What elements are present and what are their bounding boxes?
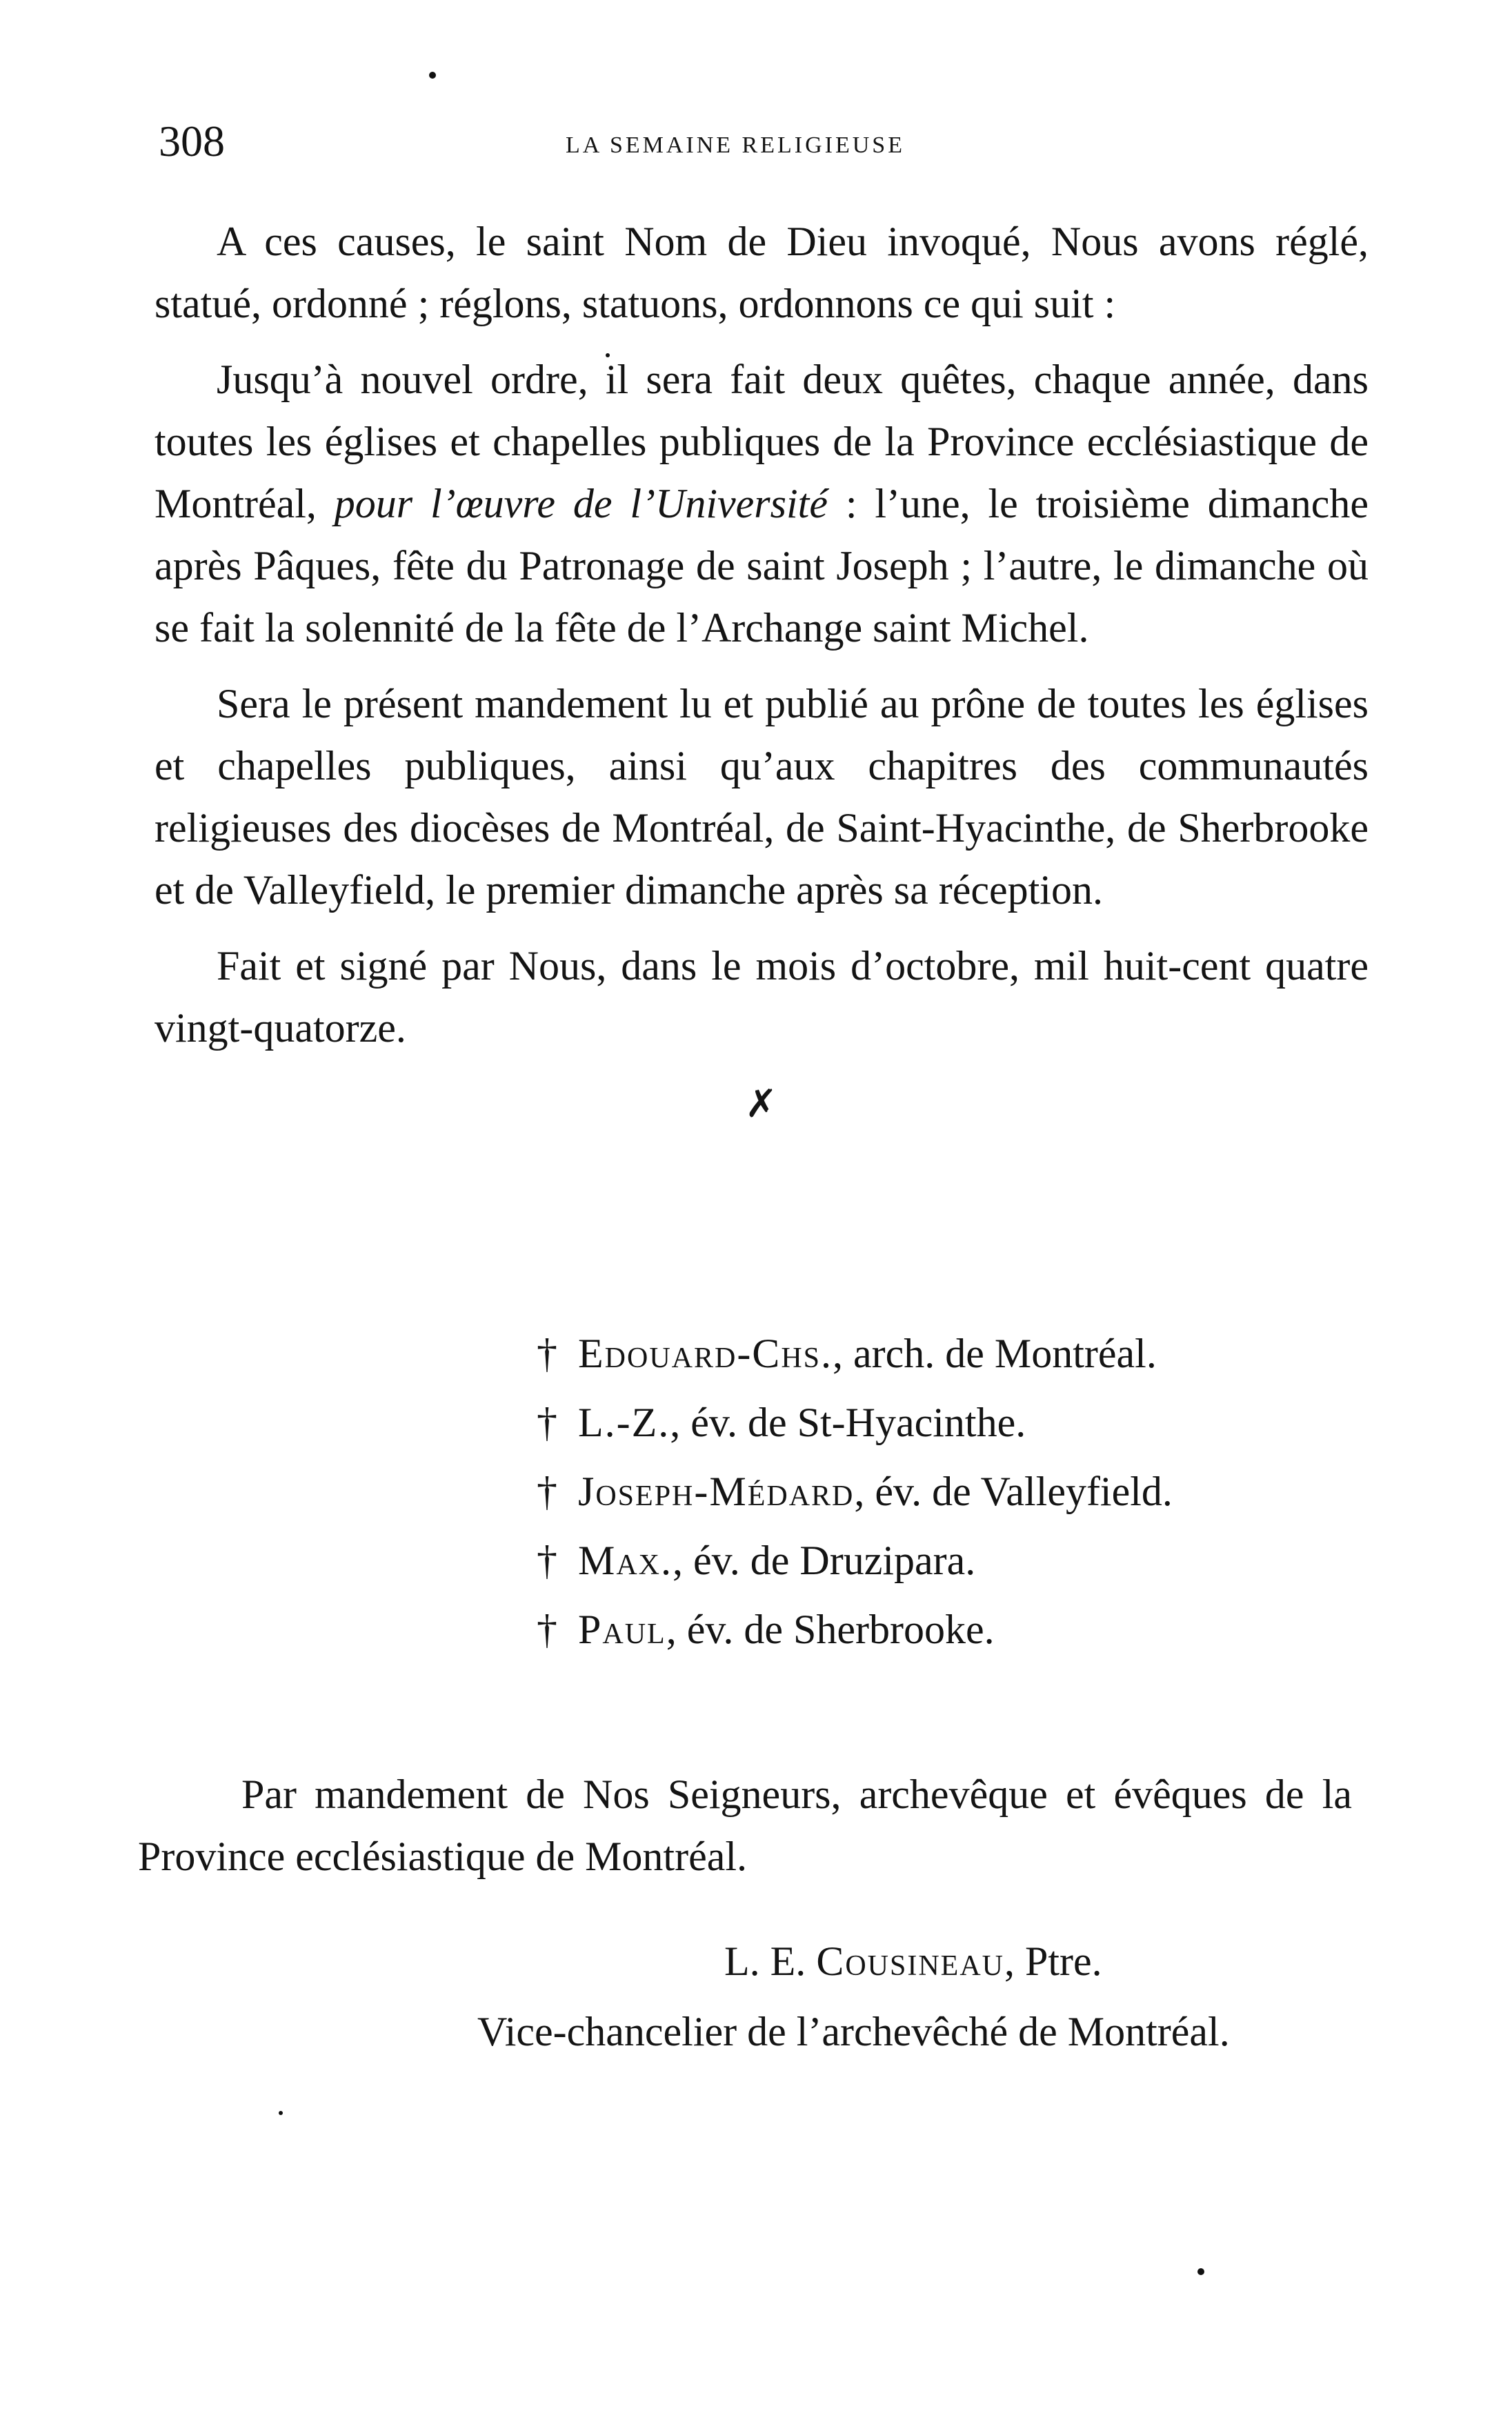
chancellor-suffix: , Ptre. [1004, 1938, 1102, 1984]
signatory-name: Edouard-Chs. [578, 1331, 833, 1376]
signatory-title: , arch. de Montréal. [833, 1331, 1157, 1376]
handwritten-mark: ✗ [745, 1083, 777, 1126]
signatory-name: Max. [578, 1538, 673, 1583]
signatory-name: Joseph-Médard [578, 1469, 855, 1514]
signatory-name: L.-Z. [578, 1400, 670, 1445]
signature-line [537, 1526, 1364, 1595]
cross-icon: † [537, 1538, 557, 1583]
signatory-title: , év. de Sherbrooke. [666, 1607, 995, 1652]
cross-icon: † [537, 1469, 557, 1514]
paragraph-quetes-rest: : l’une, le troisième dimanche après Pâques, fête du Patronage de saint Joseph ; l’autre, le dimanche où se fait la solennité de la fête de l’Archange saint Michel. [155, 481, 1369, 651]
paragraph-signature-date: Fait et signé par Nous, dans le mois d’octobre, mil huit-cent quatre vingt-quatorze. [155, 943, 1369, 1051]
signature-line [537, 1595, 1364, 1664]
paragraph-causes: A ces causes, le saint Nom de Dieu invoqué, Nous avons réglé, statué, ordonné ; réglons, statuons, ordonnons ce qui suit : [155, 219, 1369, 326]
cross-icon: † [537, 1331, 557, 1376]
closing-mandate: Par mandement de Nos Seigneurs, archevêque et évêques de la Province ecclésiastique de Montréal. [138, 1772, 1352, 1879]
paragraph-quetes-text: Jusqu’à nouvel ordre, il sera fait deux quêtes, chaque année, dans toutes les églises et chapelles publiques de la Province ecclésiastique de Montréal, [155, 357, 1369, 526]
signatory-title: , év. de St-Hyacinthe. [670, 1400, 1026, 1445]
chancellor-title: Vice-chancelier de l’archevêché de Montréal. [477, 2009, 1230, 2054]
signature-line [537, 1319, 1364, 1388]
body-text [155, 210, 1369, 1073]
chancellor-surname: Cousineau [816, 1938, 1004, 1984]
running-head: LA SEMAINE RELIGIEUSE [566, 132, 905, 158]
signature-line [537, 1457, 1364, 1526]
signatory-name: Paul [578, 1607, 666, 1652]
ink-speck [279, 2111, 283, 2115]
paragraph-quetes [155, 348, 1369, 659]
ink-speck [1197, 2268, 1204, 2275]
chancellor-initials: L. E. [724, 1938, 806, 1984]
signatory-title: , év. de Druzipara. [673, 1538, 976, 1583]
signature-line [537, 1388, 1364, 1457]
signatory-title: , év. de Valleyfield. [854, 1469, 1173, 1514]
paragraph-publication: Sera le présent mandement lu et publié au prône de toutes les églises et chapelles publiques, ainsi qu’aux chapitres des communautés religieuses des diocèses de Montréal, de Saint-Hyacinthe, de Sherbrooke et de Valleyfield, le premier dimanche après sa réception. [155, 681, 1369, 913]
chancellor-signature [724, 1930, 1102, 1992]
page-header [159, 116, 1373, 171]
ink-speck [429, 72, 436, 79]
cross-icon: † [537, 1607, 557, 1652]
paragraph-quetes-italic: pour l’œuvre de l’Université [334, 481, 828, 526]
signature-list [537, 1319, 1364, 1664]
cross-icon: † [537, 1400, 557, 1445]
page-number: 308 [159, 117, 225, 166]
